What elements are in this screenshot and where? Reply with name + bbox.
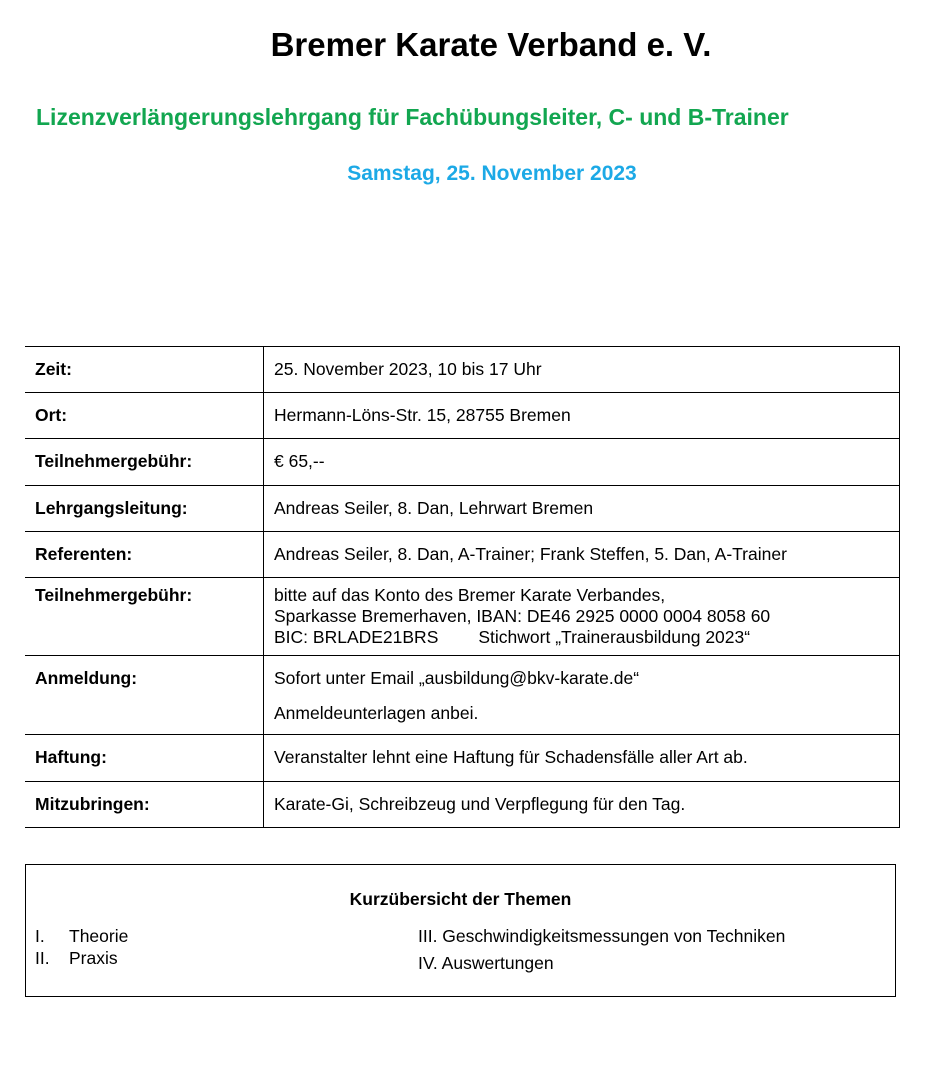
- konto-line3: [274, 627, 889, 648]
- course-date: Samstag, 25. November 2023: [347, 162, 637, 185]
- topic-number: I.: [35, 926, 45, 946]
- mitbringen-value: Karate-Gi, Schreibzeug und Verpflegung für den Tag.: [264, 782, 900, 828]
- topic-item: [418, 925, 785, 947]
- course-subtitle: Lizenzverlängerungslehrgang für Fachübungsleiter, C- und B-Trainer: [36, 104, 789, 130]
- ort-label: Ort:: [25, 393, 264, 439]
- gebuehr-value: € 65,--: [264, 439, 900, 486]
- konto-line2: Sparkasse Bremerhaven, IBAN: DE46 2925 0000 0004 8058 60: [274, 606, 771, 626]
- mitbringen-label: Mitzubringen:: [25, 782, 264, 828]
- topic-number: II.: [35, 948, 50, 968]
- anmeldung-email: Sofort unter Email „ausbildung@bkv-karate.de“: [274, 668, 640, 688]
- gebuehr-label: Teilnehmergebühr:: [25, 439, 264, 486]
- topic-label: III. Geschwindigkeitsmessungen von Techniken: [418, 926, 786, 946]
- table-row-mitbringen: [25, 782, 900, 828]
- table-row-referenten: [25, 532, 900, 578]
- referenten-value: Andreas Seiler, 8. Dan, A-Trainer; Frank Steffen, 5. Dan, A-Trainer: [264, 532, 900, 578]
- topic-label: IV. Auswertungen: [418, 953, 554, 973]
- konto-value: [264, 578, 900, 656]
- referenten-label: Referenten:: [25, 532, 264, 578]
- topic-label: Theorie: [69, 926, 129, 946]
- topic-item: [35, 925, 128, 947]
- table-row-konto: [25, 578, 900, 656]
- konto-stichwort: Stichwort „Trainerausbildung 2023“: [478, 627, 751, 647]
- zeit-value: 25. November 2023, 10 bis 17 Uhr: [264, 347, 900, 393]
- ort-value: Hermann-Löns-Str. 15, 28755 Bremen: [264, 393, 900, 439]
- table-row-leitung: [25, 486, 900, 532]
- konto-line1: bitte auf das Konto des Bremer Karate Verbandes,: [274, 585, 666, 605]
- info-table: [25, 346, 900, 828]
- topics-heading: Kurzübersicht der Themen: [349, 889, 572, 909]
- page-title: Bremer Karate Verband e. V.: [270, 26, 712, 63]
- table-row-haftung: [25, 735, 900, 782]
- table-row-zeit: [25, 347, 900, 393]
- table-row-ort: [25, 393, 900, 439]
- anmeldung-value: [264, 656, 900, 735]
- anmeldung-note: Anmeldeunterlagen anbei.: [274, 703, 479, 723]
- topics-box: [25, 864, 896, 997]
- konto-bic: BIC: BRLADE21BRS: [274, 627, 439, 647]
- haftung-value: Veranstalter lehnt eine Haftung für Schadensfälle aller Art ab.: [264, 735, 900, 782]
- table-row-gebuehr: [25, 439, 900, 486]
- haftung-label: Haftung:: [25, 735, 264, 782]
- leitung-value: Andreas Seiler, 8. Dan, Lehrwart Bremen: [264, 486, 900, 532]
- anmeldung-label: Anmeldung:: [25, 656, 264, 735]
- topic-label: Praxis: [69, 948, 118, 968]
- topic-item: [35, 947, 118, 969]
- konto-label: Teilnehmergebühr:: [25, 578, 264, 656]
- zeit-label: Zeit:: [25, 347, 264, 393]
- table-row-anmeldung: [25, 656, 900, 735]
- leitung-label: Lehrgangsleitung:: [25, 486, 264, 532]
- topic-item: [418, 952, 554, 974]
